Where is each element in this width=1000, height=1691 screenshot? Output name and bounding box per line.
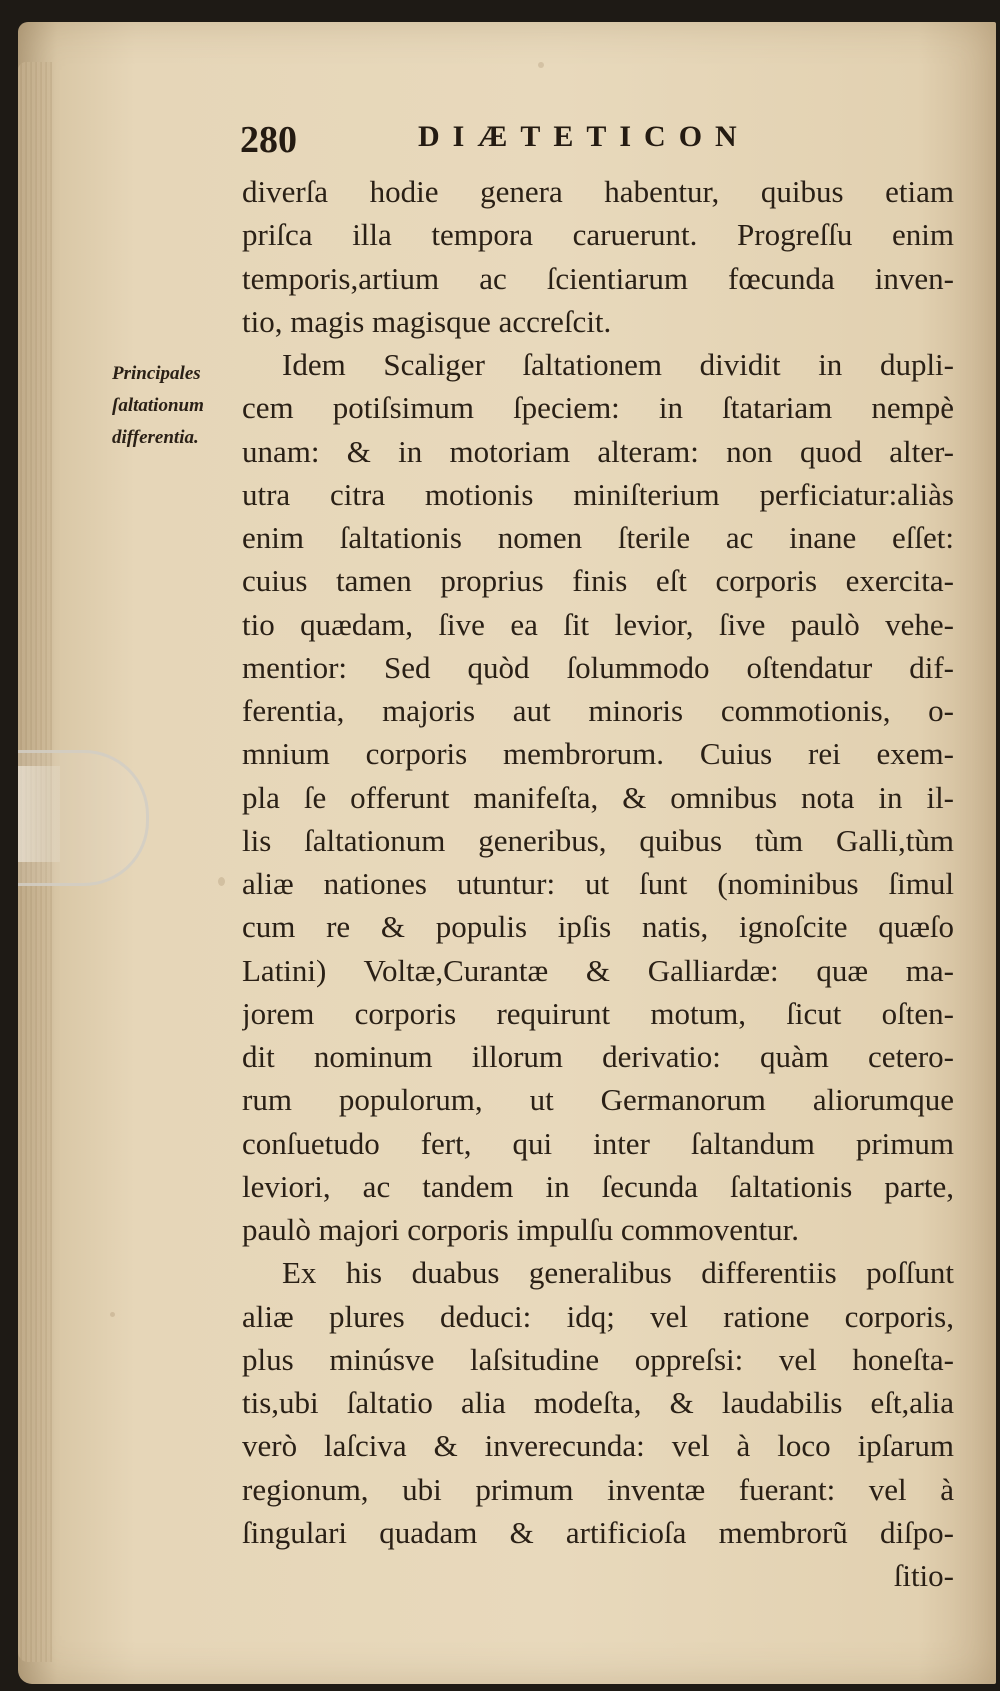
paper-spot: [218, 877, 225, 886]
text-line: plus minúsve laſsitudine oppreſsi: vel honeſta-: [242, 1341, 954, 1377]
text-line: tis,ubi ſaltatio alia modeſta, & laudabilis eſt,alia: [242, 1385, 954, 1420]
text-line: mnium corporis membrorum. Cuius rei exem-: [242, 736, 954, 772]
text-line: priſca illa tempora caruerunt. Progreſſu enim: [242, 217, 954, 253]
margin-note: [112, 358, 242, 454]
margin-note-line: ſaltationum: [112, 395, 204, 416]
text-line: dit nominum illorum derivatio: quàm cetero-: [242, 1039, 954, 1074]
text-line: aliæ nationes utuntur: ut ſunt (nominibus ſimul: [242, 866, 954, 901]
running-head: DIÆTETICON: [418, 120, 750, 153]
text-line: tio quædam, ſive ea ſit levior, ſive paulò vehe-: [242, 606, 954, 642]
paper-spot: [110, 1312, 115, 1317]
text-line: cum re & populis ipſis natis, ignoſcite quæſo: [242, 909, 954, 945]
catchword: ſitio-: [893, 1558, 954, 1593]
text-line: Idem Scaliger ſaltationem dividit in dupli-: [282, 347, 954, 382]
text-line: cem potiſsimum ſpeciem: in ſtatariam nempè: [242, 390, 954, 426]
text-line: enim ſaltationis nomen ſterile ac inane eſſet:: [242, 520, 954, 555]
text-line: paulò majori corporis impulſu commoventur.: [242, 1212, 800, 1247]
text-line: ſingulari quadam & artificioſa membrorũ diſpo-: [242, 1514, 954, 1550]
text-line: diverſa hodie genera habentur, quibus etiam: [242, 174, 954, 209]
text-line: aliæ plures deduci: idq; vel ratione corporis,: [242, 1298, 954, 1334]
body-text: [242, 170, 954, 1597]
text-line: regionum, ubi primum inventæ fuerant: vel à: [242, 1471, 954, 1507]
text-line: mentior: Sed quòd ſolummodo oſtendatur dif-: [242, 649, 954, 685]
text-line: ferentia, majoris aut minoris commotionis, o-: [242, 693, 954, 728]
text-line: tio, magis magisque accreſcit.: [242, 303, 612, 339]
text-line: unam: & in motoriam alteram: non quod alter-: [242, 433, 954, 469]
text-line: cuius tamen proprius finis eſt corporis exercita-: [242, 563, 954, 599]
text-line: conſuetudo fert, qui inter ſaltandum primum: [242, 1125, 954, 1161]
margin-note-line: differentia.: [112, 427, 199, 448]
text-line: Ex his duabus generalibus differentiis poſſunt: [282, 1255, 954, 1291]
page-number: 280: [240, 119, 297, 161]
text-line: rum populorum, ut Germanorum aliorumque: [242, 1082, 954, 1118]
text-line: lis ſaltationum generibus, quibus tùm Galli,tùm: [242, 822, 954, 858]
text-line: pla ſe offerunt manifeſta, & omnibus nota in il-: [242, 779, 954, 815]
text-line: leviori, ac tandem in ſecunda ſaltationis parte,: [242, 1168, 954, 1204]
paper-spot: [538, 62, 544, 68]
text-line: utra citra motionis miniſterium perficiatur:aliàs: [242, 476, 954, 512]
page-header: [240, 118, 980, 168]
text-line: jorem corporis requirunt motum, ſicut oſten-: [242, 995, 954, 1031]
text-line: temporis,artium ac ſcientiarum fœcunda inven-: [242, 260, 954, 296]
margin-note-line: Principales: [112, 363, 201, 384]
ribbon-marker-loop: [18, 750, 149, 886]
text-line: Latini) Voltæ,Curantæ & Galliardæ: quæ ma-: [242, 952, 954, 988]
text-line: verò laſciva & inverecunda: vel à loco ipſarum: [242, 1428, 954, 1464]
